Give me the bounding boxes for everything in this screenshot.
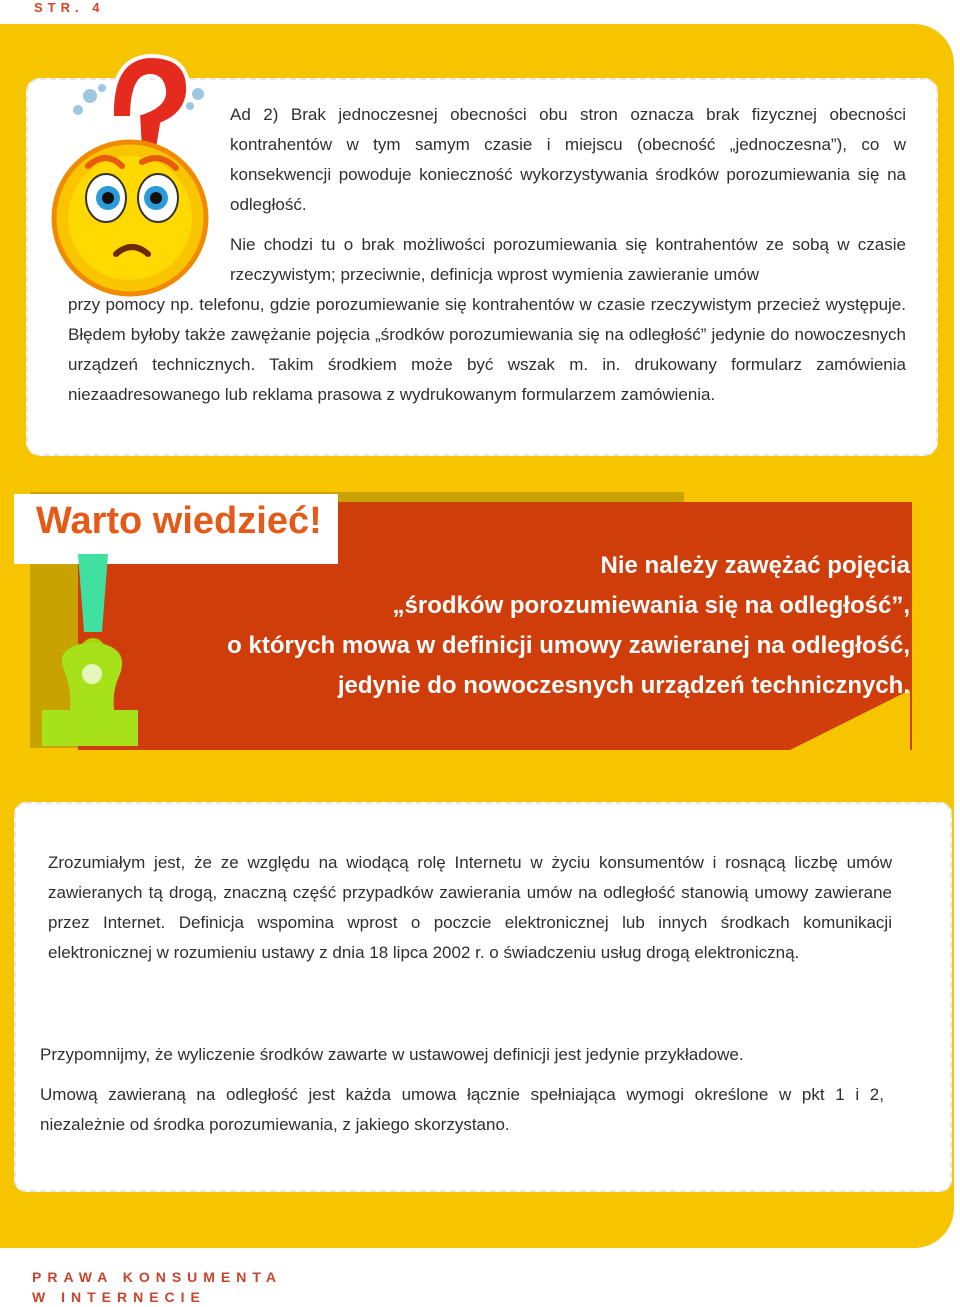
confused-face-icon [50, 48, 210, 308]
paragraph-ad2: Ad 2) Brak jednoczesnej obecności obu stron oznacza brak fizycznej obecności kontrahentów w tym samym czasie i miejscu (obecność „jednoczesna”), co w konsekwencji powoduje konieczność wykorzystywania środków porozumiewania się na odległość. [230, 105, 906, 214]
exclamation-icon [34, 550, 144, 746]
paragraph-realtime-body: przy pomocy np. telefonu, gdzie porozumiewanie się kontrahentów w czasie rzeczywistym przecież występuje. Błędem byłoby także zawężanie pojęcia „środków porozumiewania się na odległość” jedynie do nowoczesnych urządzeń technicznych. Takim środkiem może być wszak m. in. drukowany formularz zamówienia niezaadresowanego lub reklama prasowa z wydrukowanym formularzem zamówienia. [68, 295, 906, 404]
paragraph-internet: Zrozumiałym jest, że ze względu na wiodącą rolę Internetu w życiu konsumentów i rosnącą liczbę umów zawieranych tą drogą, znaczną część przypadków zawierania umów na odległość stanowią umowy zawierane przez Internet. Definicja wspomina wprost o poczcie elektronicznej lub innych środkach komunikacji elektronicznej w rozumieniu ustawy z dnia 18 lipca 2002 r. o świadczeniu usług drogą elektroniczną. [48, 853, 892, 962]
banner-line-2: „środków porozumiewania się na odległość”, [392, 592, 910, 619]
paragraph-definition: Umową zawieraną na odległość jest każda umowa łącznie spełniająca wymogi określone w pkt 1 i 2, niezależnie od środka porozumiewania, z jakiego skorzystano. [40, 1085, 884, 1134]
paragraph-realtime-intro: Nie chodzi tu o brak możliwości porozumiewania się kontrahentów ze sobą w czasie rzeczywistym; przeciwnie, definicja wprost wymienia zawieranie umów [230, 235, 906, 284]
paragraph-reminder: Przypomnijmy, że wyliczenie środków zawarte w ustawowej definicji jest jedynie przykładowe. [40, 1045, 744, 1064]
page-number-label: STR. 4 [34, 0, 105, 15]
banner-line-1: Nie należy zawężać pojęcia [600, 552, 910, 579]
footer-line-1: PRAWA KONSUMENTA [32, 1269, 282, 1285]
banner-heading: Warto wiedzieć! [36, 500, 322, 542]
banner-line-4: jedynie do nowoczesnych urządzeń technicznych. [337, 672, 910, 699]
footer-title [32, 1267, 282, 1307]
banner-message [190, 546, 910, 706]
footer-line-2: W INTERNECIE [32, 1289, 206, 1305]
banner-line-3: o których mowa w definicji umowy zawieranej na odległość, [227, 632, 910, 659]
